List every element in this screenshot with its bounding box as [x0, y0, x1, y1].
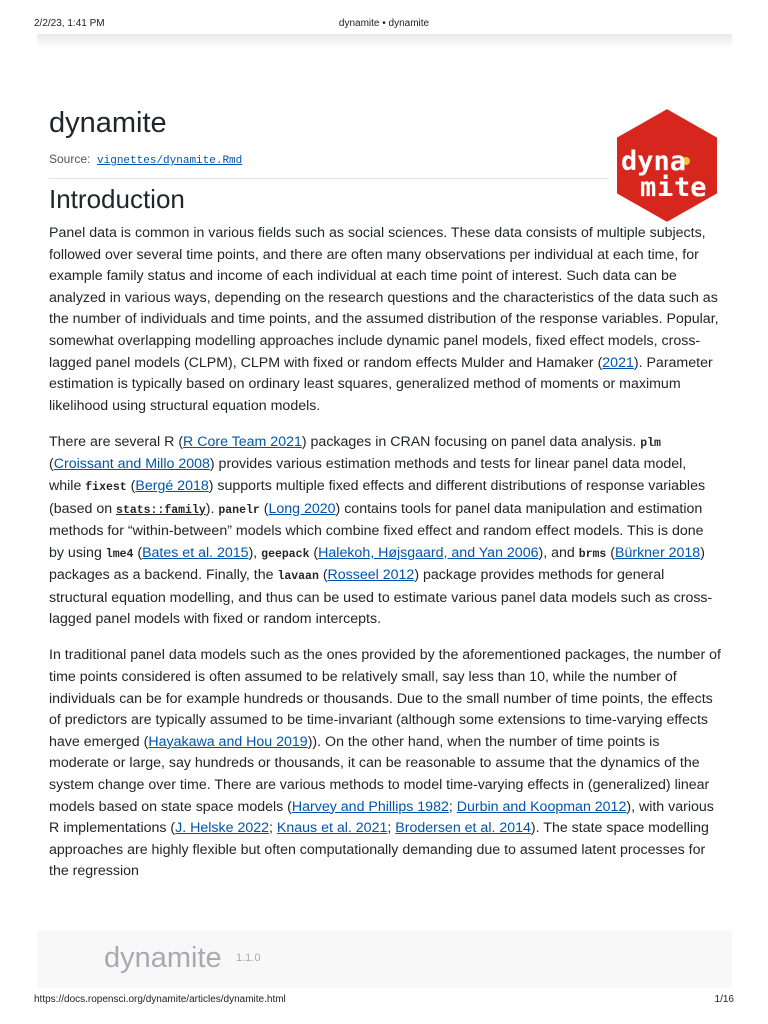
section-heading-introduction: Introduction [49, 184, 185, 214]
p2-text: ( [606, 544, 615, 561]
source-link[interactable]: vignettes/dynamite.Rmd [97, 155, 243, 167]
p2-text: ) contains tools for panel data manipulation and estimation methods for “within-between” models which combine fixed effect and random effect models. This is done by using [49, 500, 704, 561]
citation-link[interactable]: 2021 [602, 354, 634, 371]
p2-text: ) packages as a backend. Finally, the [49, 544, 705, 584]
citation-link[interactable]: Bates et al. 2015 [142, 544, 249, 561]
citation-link[interactable]: Bürkner 2018 [615, 544, 701, 561]
logo-text-bottom: te [674, 172, 707, 203]
p2-text: ) package provides methods for general structural equation modelling, and thus can be used to estimate various panel data models such as cross-lagged panel models with fixed or random intercepts. [49, 567, 713, 628]
page-title: dynamite [49, 107, 167, 139]
p2-text: There are several R ( [49, 433, 184, 450]
citation-link[interactable]: Brodersen et al. 2014 [395, 820, 531, 837]
bottom-navbar [37, 930, 732, 988]
p3-text: )). On the other hand, when the number of time points is moderate or large, say hundreds or thousands, it can be reasonable to assume that the dynamics of the system change over time. There are various methods to model time-varying effects in (generalized) linear models based on state space models ( [49, 733, 710, 815]
package-name: fixest [85, 480, 127, 494]
print-page-number: 1/16 [714, 994, 734, 1005]
title-divider [49, 178, 609, 179]
citation-link[interactable]: R Core Team 2021 [183, 433, 302, 450]
p2-text: ). [205, 500, 219, 517]
article-body [49, 223, 721, 897]
print-datetime: 2/2/23, 1:41 PM [34, 18, 105, 29]
source-line [49, 152, 242, 167]
navbar-brand[interactable]: dynamite [104, 942, 222, 974]
citation-link[interactable]: Bergé 2018 [135, 477, 209, 494]
paragraph-1 [49, 223, 721, 417]
citation-link[interactable]: J. Helske 2022 [175, 820, 270, 837]
citation-link[interactable]: Harvey and Phillips 1982 [291, 798, 449, 815]
paragraph-3 [49, 645, 721, 883]
p2-text: ), [248, 544, 262, 561]
print-footer [0, 990, 768, 1006]
p1-text-end: ). Parameter estimation is typically based on ordinary least squares, generalized method of moments or maximum likelihood using structural equation models. [49, 354, 713, 414]
p2-text: ( [309, 544, 319, 561]
navbar-version: 1.1.0 [236, 952, 261, 964]
citation-link[interactable]: Hayakawa and Hou 2019 [148, 733, 308, 750]
logo-text-i: i [657, 172, 674, 203]
package-name: plm [640, 436, 661, 450]
source-label: Source: [49, 152, 91, 166]
package-name: geepack [261, 547, 310, 561]
p3-text: ; [269, 820, 277, 837]
function-link[interactable]: stats::family [116, 503, 206, 517]
citation-link[interactable]: Rosseel 2012 [327, 567, 415, 584]
p2-text: ) supports multiple fixed effects and different distributions of response variables (based on [49, 477, 706, 517]
print-header [0, 14, 768, 30]
p3-text: ; [448, 798, 457, 815]
p2-text: ( [49, 456, 54, 473]
p2-text: ( [133, 544, 143, 561]
citation-link[interactable]: Long 2020 [268, 500, 336, 517]
package-name: panelr [218, 503, 260, 517]
page-content[interactable] [37, 40, 732, 930]
p3-text: ). The state space modelling approaches are highly flexible but often computationally demanding due to assumed latent processes for the regression [49, 820, 709, 880]
p3-text: In traditional panel data models such as the ones provided by the aforementioned packages, the number of time points considered is often assumed to be relatively small, say less than 10, while the number of individuals can be for example hundreds or thousands. Due to the small number of time points, the effects of predictors are typically assumed to be time-invariant (although some extensions to time-varying effects have emerged ( [49, 647, 721, 750]
p2-text: ( [259, 500, 269, 517]
citation-link[interactable]: Croissant and Millo 2008 [53, 456, 210, 473]
package-name: lavaan [277, 570, 319, 584]
p2-text: ), and [538, 544, 579, 561]
citation-link[interactable]: Knaus et al. 2021 [276, 820, 388, 837]
p2-text: ( [126, 477, 136, 494]
dynamite-logo [613, 106, 721, 224]
p2-text: ) provides various estimation methods and tests for linear panel data model, while [49, 456, 687, 494]
logo-text-top: dyna [621, 146, 687, 177]
p3-text: ; [387, 820, 396, 837]
content-fade [37, 900, 732, 932]
p1-text: Panel data is common in various fields such as social sciences. These data consists of multiple subjects, followed over several time points, and there are often many observations per individual at each time, for example family status and income of each individual at each time point of interest. Such data can be analyzed in various ways, depending on the research questions and the characteristics of the data such as the number of individuals and time points, and the assumed distribution of the response variables. Popular, somewhat overlapping modelling approaches include dynamic panel models, fixed effect models, cross-lagged panel models (CLPM), CLPM with fixed or random effects Mulder and Hamaker ( [49, 225, 719, 371]
p3-text: ), with various R implementations ( [49, 798, 714, 837]
package-name: brms [578, 547, 607, 561]
print-url: https://docs.ropensci.org/dynamite/articles/dynamite.html [34, 994, 286, 1005]
citation-link[interactable]: Durbin and Koopman 2012 [456, 798, 627, 815]
logo-text-m: m [640, 172, 657, 203]
p2-text: ( [318, 567, 328, 584]
citation-link[interactable]: Halekoh, Højsgaard, and Yan 2006 [318, 544, 539, 561]
print-doc-title: dynamite • dynamite [338, 18, 430, 29]
paragraph-2 [49, 432, 721, 631]
p2-text: ) packages in CRAN focusing on panel data analysis. [301, 433, 641, 450]
package-name: lme4 [105, 547, 134, 561]
